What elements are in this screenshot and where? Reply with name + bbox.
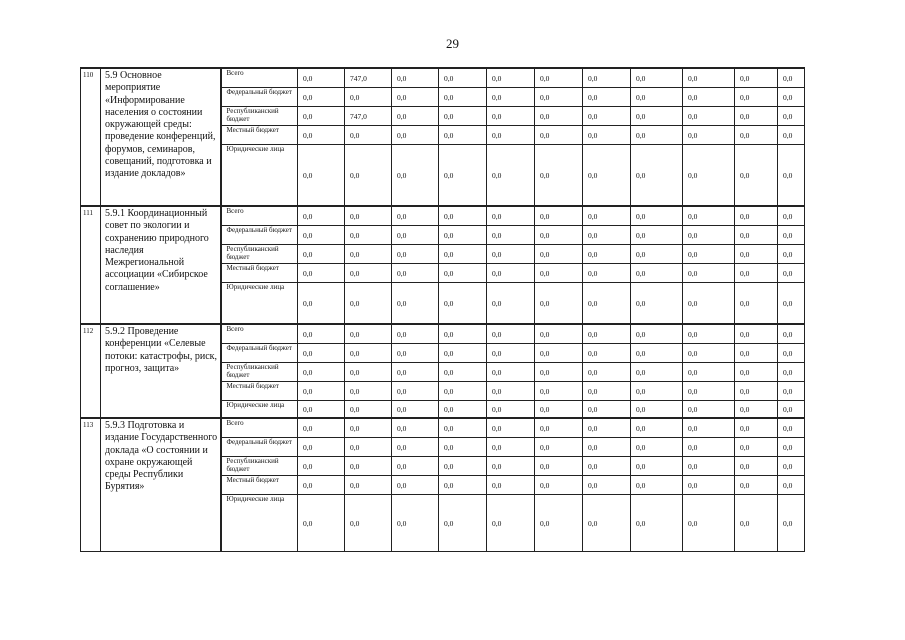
value-cell: 0,0 [735,145,778,207]
value-cell: 0,0 [535,344,583,363]
value-cell: 0,0 [583,126,631,145]
value-cell: 0,0 [439,206,487,226]
value-cell: 0,0 [583,344,631,363]
value-cell: 0,0 [345,495,392,552]
value-cell: 0,0 [583,245,631,264]
value-cell: 0,0 [439,68,487,88]
value-cell: 0,0 [298,126,345,145]
value-cell: 0,0 [631,145,683,207]
value-cell: 0,0 [535,418,583,438]
value-cell: 0,0 [631,226,683,245]
value-cell: 0,0 [778,206,805,226]
value-cell: 0,0 [439,418,487,438]
table-row [81,68,805,88]
value-cell: 0,0 [439,401,487,419]
row-number: 113 [81,418,101,552]
value-cell: 0,0 [392,107,439,126]
value-cell: 0,0 [298,344,345,363]
value-cell: 0,0 [735,245,778,264]
value-cell: 0,0 [298,206,345,226]
value-cell: 0,0 [631,107,683,126]
value-cell: 0,0 [735,457,778,476]
value-cell: 0,0 [535,126,583,145]
value-cell: 0,0 [298,418,345,438]
value-cell: 0,0 [778,382,805,401]
value-cell: 0,0 [778,476,805,495]
funding-source: Местный бюджет [221,264,298,283]
value-cell: 0,0 [298,145,345,207]
value-cell: 0,0 [583,457,631,476]
value-cell: 0,0 [778,145,805,207]
value-cell: 0,0 [683,418,735,438]
value-cell: 0,0 [439,438,487,457]
value-cell: 0,0 [439,495,487,552]
value-cell: 0,0 [439,476,487,495]
value-cell: 0,0 [345,418,392,438]
value-cell: 0,0 [535,206,583,226]
table-row [81,324,805,344]
funding-source: Всего [221,206,298,226]
value-cell: 0,0 [778,245,805,264]
value-cell: 0,0 [535,88,583,107]
value-cell: 0,0 [631,401,683,419]
value-cell: 0,0 [683,206,735,226]
value-cell: 0,0 [345,324,392,344]
value-cell: 0,0 [683,401,735,419]
value-cell: 0,0 [631,324,683,344]
value-cell: 0,0 [583,145,631,207]
value-cell: 0,0 [583,363,631,382]
value-cell: 0,0 [735,418,778,438]
value-cell: 0,0 [735,476,778,495]
value-cell: 0,0 [392,418,439,438]
value-cell: 0,0 [345,438,392,457]
funding-source: Республиканский бюджет [221,363,298,382]
value-cell: 0,0 [631,476,683,495]
funding-source: Местный бюджет [221,126,298,145]
value-cell: 0,0 [439,457,487,476]
value-cell: 0,0 [439,363,487,382]
value-cell: 0,0 [735,495,778,552]
funding-source: Федеральный бюджет [221,88,298,107]
value-cell: 0,0 [583,401,631,419]
value-cell: 0,0 [298,363,345,382]
value-cell: 0,0 [487,438,535,457]
value-cell: 0,0 [392,401,439,419]
value-cell: 0,0 [778,457,805,476]
value-cell: 0,0 [345,363,392,382]
value-cell: 0,0 [439,107,487,126]
value-cell: 0,0 [735,363,778,382]
value-cell: 0,0 [583,476,631,495]
value-cell: 0,0 [535,107,583,126]
value-cell: 0,0 [487,226,535,245]
value-cell: 0,0 [535,283,583,325]
value-cell: 0,0 [583,206,631,226]
value-cell: 0,0 [778,363,805,382]
value-cell: 0,0 [631,126,683,145]
value-cell: 0,0 [298,245,345,264]
table-row [81,418,805,438]
value-cell: 0,0 [487,245,535,264]
value-cell: 0,0 [735,324,778,344]
value-cell: 0,0 [298,226,345,245]
value-cell: 0,0 [778,418,805,438]
activity-title: 5.9 Основное мероприятие «Информирование населения о состоянии окружающей среды: проведение конференций, форумов, семинаров, совещаний, подготовка и издание докладов» [101,68,221,206]
value-cell: 0,0 [345,476,392,495]
row-number: 110 [81,68,101,206]
value-cell: 0,0 [631,382,683,401]
value-cell: 0,0 [535,457,583,476]
value-cell: 0,0 [778,107,805,126]
value-cell: 0,0 [683,476,735,495]
value-cell: 0,0 [535,363,583,382]
value-cell: 0,0 [487,418,535,438]
value-cell: 0,0 [683,226,735,245]
value-cell: 0,0 [298,476,345,495]
funding-source: Всего [221,418,298,438]
value-cell: 0,0 [535,438,583,457]
activity-title: 5.9.3 Подготовка и издание Государственного доклада «О состоянии и охране окружающей среды Республики Бурятия» [101,418,221,552]
value-cell: 0,0 [487,457,535,476]
value-cell: 0,0 [439,145,487,207]
funding-source: Юридические лица [221,495,298,552]
value-cell: 0,0 [631,88,683,107]
value-cell: 0,0 [439,283,487,325]
value-cell: 0,0 [583,264,631,283]
value-cell: 0,0 [735,68,778,88]
value-cell: 0,0 [487,401,535,419]
value-cell: 0,0 [345,401,392,419]
funding-source: Всего [221,68,298,88]
value-cell: 0,0 [631,457,683,476]
value-cell: 0,0 [487,283,535,325]
value-cell: 0,0 [392,324,439,344]
funding-source: Местный бюджет [221,382,298,401]
funding-source: Местный бюджет [221,476,298,495]
value-cell: 0,0 [487,145,535,207]
value-cell: 0,0 [487,206,535,226]
value-cell: 0,0 [535,324,583,344]
value-cell: 0,0 [583,382,631,401]
value-cell: 0,0 [392,245,439,264]
value-cell: 0,0 [735,88,778,107]
value-cell: 0,0 [439,88,487,107]
value-cell: 0,0 [535,476,583,495]
budget-table [80,67,805,552]
value-cell: 0,0 [392,438,439,457]
value-cell: 0,0 [683,344,735,363]
value-cell: 0,0 [392,126,439,145]
value-cell: 0,0 [487,88,535,107]
value-cell: 0,0 [439,264,487,283]
value-cell: 0,0 [487,382,535,401]
value-cell: 0,0 [735,107,778,126]
value-cell: 0,0 [583,68,631,88]
value-cell: 0,0 [735,206,778,226]
value-cell: 0,0 [345,145,392,207]
value-cell: 0,0 [439,126,487,145]
value-cell: 0,0 [392,264,439,283]
value-cell: 0,0 [631,283,683,325]
value-cell: 0,0 [487,68,535,88]
value-cell: 0,0 [487,344,535,363]
table-row [81,206,805,226]
funding-source: Юридические лица [221,283,298,325]
value-cell: 0,0 [345,88,392,107]
value-cell: 0,0 [735,401,778,419]
value-cell: 0,0 [535,495,583,552]
activity-title: 5.9.2 Проведение конференции «Селевые потоки: катастрофы, риск, прогноз, защита» [101,324,221,418]
value-cell: 0,0 [535,68,583,88]
value-cell: 0,0 [345,226,392,245]
value-cell: 0,0 [778,401,805,419]
funding-source: Всего [221,324,298,344]
row-number: 111 [81,206,101,324]
value-cell: 0,0 [683,495,735,552]
value-cell: 0,0 [392,476,439,495]
value-cell: 0,0 [298,457,345,476]
value-cell: 0,0 [487,126,535,145]
value-cell: 0,0 [683,107,735,126]
funding-source: Федеральный бюджет [221,344,298,363]
value-cell: 0,0 [683,68,735,88]
value-cell: 0,0 [735,126,778,145]
value-cell: 0,0 [392,283,439,325]
value-cell: 0,0 [631,495,683,552]
value-cell: 0,0 [631,264,683,283]
value-cell: 0,0 [683,382,735,401]
value-cell: 0,0 [298,107,345,126]
value-cell: 0,0 [778,438,805,457]
value-cell: 0,0 [392,457,439,476]
value-cell: 0,0 [345,206,392,226]
page-number: 29 [446,36,459,51]
value-cell: 0,0 [439,245,487,264]
value-cell: 0,0 [583,88,631,107]
funding-source: Федеральный бюджет [221,226,298,245]
value-cell: 0,0 [778,344,805,363]
value-cell: 0,0 [392,145,439,207]
value-cell: 0,0 [735,264,778,283]
value-cell: 0,0 [345,382,392,401]
value-cell: 0,0 [439,324,487,344]
value-cell: 0,0 [631,344,683,363]
value-cell: 0,0 [535,226,583,245]
value-cell: 0,0 [735,283,778,325]
value-cell: 0,0 [439,382,487,401]
value-cell: 0,0 [487,324,535,344]
value-cell: 0,0 [583,107,631,126]
funding-source: Республиканский бюджет [221,107,298,126]
value-cell: 0,0 [392,344,439,363]
value-cell: 0,0 [631,68,683,88]
value-cell: 0,0 [778,226,805,245]
value-cell: 0,0 [439,226,487,245]
value-cell: 0,0 [392,88,439,107]
value-cell: 0,0 [735,344,778,363]
value-cell: 0,0 [683,363,735,382]
activity-title: 5.9.1 Координационный совет по экологии и сохранению природного наследия Межрегиональной ассоциации «Сибирское соглашение» [101,206,221,324]
value-cell: 0,0 [735,438,778,457]
value-cell: 0,0 [683,438,735,457]
value-cell: 0,0 [298,382,345,401]
value-cell: 747,0 [345,107,392,126]
value-cell: 0,0 [631,206,683,226]
value-cell: 747,0 [345,68,392,88]
value-cell: 0,0 [683,126,735,145]
value-cell: 0,0 [683,324,735,344]
value-cell: 0,0 [778,495,805,552]
value-cell: 0,0 [683,88,735,107]
value-cell: 0,0 [298,401,345,419]
funding-source: Юридические лица [221,401,298,419]
value-cell: 0,0 [345,457,392,476]
value-cell: 0,0 [778,324,805,344]
funding-source: Республиканский бюджет [221,457,298,476]
value-cell: 0,0 [298,324,345,344]
value-cell: 0,0 [778,68,805,88]
funding-source: Юридические лица [221,145,298,207]
value-cell: 0,0 [345,264,392,283]
value-cell: 0,0 [487,495,535,552]
value-cell: 0,0 [535,145,583,207]
value-cell: 0,0 [345,245,392,264]
row-number: 112 [81,324,101,418]
value-cell: 0,0 [487,363,535,382]
value-cell: 0,0 [392,68,439,88]
value-cell: 0,0 [631,363,683,382]
value-cell: 0,0 [631,438,683,457]
value-cell: 0,0 [535,264,583,283]
value-cell: 0,0 [535,245,583,264]
value-cell: 0,0 [439,344,487,363]
value-cell: 0,0 [583,226,631,245]
value-cell: 0,0 [345,344,392,363]
value-cell: 0,0 [683,283,735,325]
value-cell: 0,0 [683,264,735,283]
value-cell: 0,0 [583,495,631,552]
value-cell: 0,0 [735,382,778,401]
value-cell: 0,0 [298,68,345,88]
funding-source: Республиканский бюджет [221,245,298,264]
value-cell: 0,0 [298,495,345,552]
value-cell: 0,0 [298,88,345,107]
value-cell: 0,0 [778,264,805,283]
value-cell: 0,0 [487,476,535,495]
value-cell: 0,0 [583,283,631,325]
value-cell: 0,0 [487,107,535,126]
value-cell: 0,0 [631,418,683,438]
funding-source: Федеральный бюджет [221,438,298,457]
value-cell: 0,0 [345,126,392,145]
value-cell: 0,0 [392,226,439,245]
value-cell: 0,0 [298,264,345,283]
value-cell: 0,0 [778,126,805,145]
value-cell: 0,0 [392,363,439,382]
value-cell: 0,0 [778,283,805,325]
value-cell: 0,0 [583,324,631,344]
value-cell: 0,0 [683,457,735,476]
value-cell: 0,0 [631,245,683,264]
value-cell: 0,0 [298,438,345,457]
value-cell: 0,0 [583,438,631,457]
value-cell: 0,0 [535,401,583,419]
value-cell: 0,0 [735,226,778,245]
value-cell: 0,0 [392,206,439,226]
value-cell: 0,0 [583,418,631,438]
value-cell: 0,0 [345,283,392,325]
value-cell: 0,0 [298,283,345,325]
value-cell: 0,0 [683,145,735,207]
value-cell: 0,0 [778,88,805,107]
value-cell: 0,0 [392,382,439,401]
value-cell: 0,0 [535,382,583,401]
value-cell: 0,0 [683,245,735,264]
value-cell: 0,0 [392,495,439,552]
value-cell: 0,0 [487,264,535,283]
